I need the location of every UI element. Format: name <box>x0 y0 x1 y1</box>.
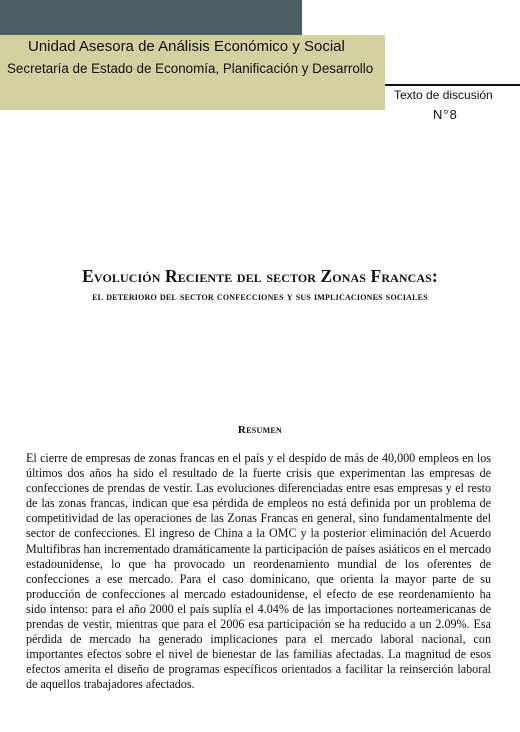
header-dark-bar <box>0 0 302 35</box>
abstract-heading: Resumen <box>237 424 283 436</box>
document-subtitle: el deterioro del sector confecciones y sus implicaciones sociales <box>92 291 428 303</box>
series-number: N°8 <box>433 107 458 122</box>
org-name: Unidad Asesora de Análisis Económico y Social <box>28 38 345 55</box>
org-secretariat: Secretaría de Estado de Economía, Planificación y Desarrollo <box>7 61 374 76</box>
abstract-text: El cierre de empresas de zonas francas en el país y el despido de más de 40,000 empleos en los últimos dos años ha sido el resultado de la fuerte crisis que experimentan las empresas de confecciones de prendas de vestir. Las evoluciones diferenciadas entre esas empresas y el resto de las zonas francas, indican que esa pérdida de empleos no está definida por un problema de competitividad de las operaciones de las Zonas Francas en general, sino fundamentalmente del sector de confecciones. El ingreso de China a la OMC y la posterior eliminación del Acuerdo Multifibras han incrementado dramáticamente la participación de países asiáticos en el mercado estadounidense, lo que ha provocado un reordenamiento mundial de los oferentes de confecciones a ese mercado. Para el caso dominicano, que orienta la mayor parte de su producción de confecciones al mercado estadounidense, el efecto de ese reordenamiento ha sido intenso: para el año 2000 el país suplía el 4.04% de las importaciones norteamericanas de prendas de vestir, mientras que para el 2006 esa participación se ha reducido a un 2.09%. Esa pérdida de mercado ha generado implicaciones para el mercado laboral nacional, con importantes efectos sobre el nivel de bienestar de las familias afectadas. La magnitud de esos efectos amerita el diseño de programas específicos orientados a facilitar la reinserción laboral de aquellos trabajadores afectados. <box>26 451 491 692</box>
series-label: Texto de discusión <box>394 88 493 102</box>
document-title: Evolución Reciente del sector Zonas Francas: <box>82 266 438 286</box>
header-rule <box>385 84 520 86</box>
